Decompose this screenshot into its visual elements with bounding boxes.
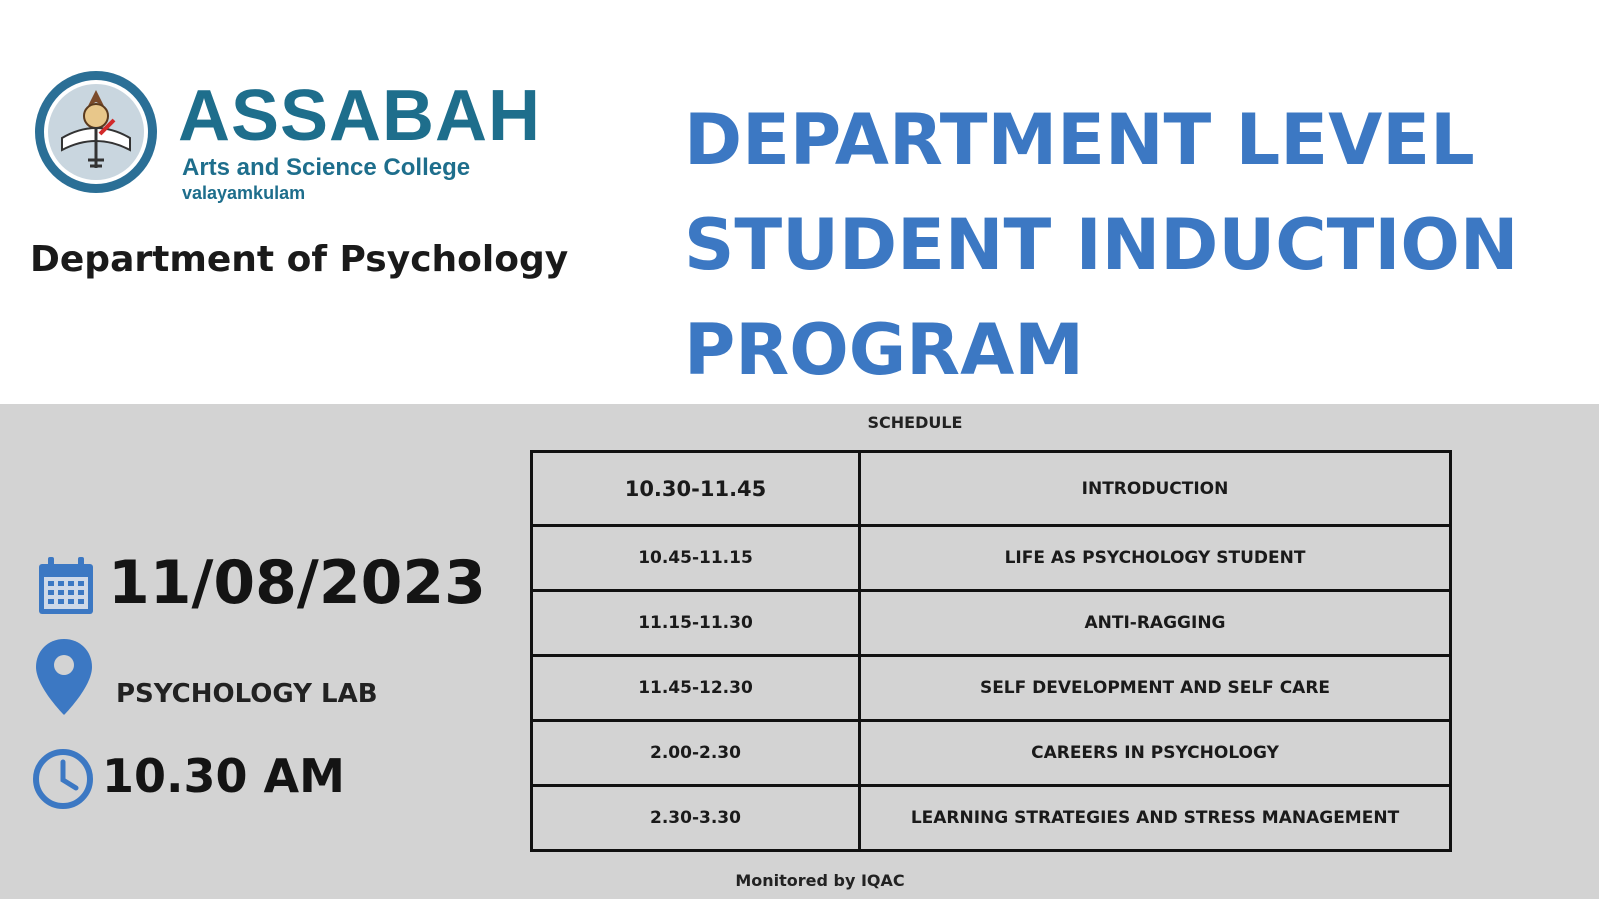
schedule-time-cell: 10.45-11.15 bbox=[532, 526, 860, 591]
schedule-activity-cell: ANTI-RAGGING bbox=[860, 591, 1451, 656]
schedule-time-cell: 10.30-11.45 bbox=[532, 452, 860, 526]
program-title bbox=[684, 88, 1584, 403]
clock-icon bbox=[32, 748, 94, 810]
event-date: 11/08/2023 bbox=[108, 548, 486, 618]
schedule-time-cell: 11.15-11.30 bbox=[532, 591, 860, 656]
schedule-activity-cell: LEARNING STRATEGIES AND STRESS MANAGEMENT bbox=[860, 786, 1451, 851]
schedule-activity-cell: INTRODUCTION bbox=[860, 452, 1451, 526]
college-logo-subtitle: Arts and Science College bbox=[182, 154, 471, 181]
schedule-activity-cell: CAREERS IN PSYCHOLOGY bbox=[860, 721, 1451, 786]
schedule-row bbox=[532, 786, 1451, 851]
header-section bbox=[0, 0, 1599, 404]
college-logo-name: ASSABAH bbox=[178, 76, 542, 156]
program-title-line: PROGRAM bbox=[684, 309, 1084, 391]
schedule-row bbox=[532, 591, 1451, 656]
department-name: Department of Psychology bbox=[30, 239, 569, 280]
event-venue: PSYCHOLOGY LAB bbox=[116, 679, 378, 709]
location-pin-icon bbox=[34, 637, 94, 717]
schedule-row bbox=[532, 526, 1451, 591]
college-logo-place: valayamkulam bbox=[182, 183, 306, 203]
college-seal-logo bbox=[30, 68, 162, 196]
schedule-row bbox=[532, 656, 1451, 721]
schedule-table bbox=[530, 450, 1452, 852]
calendar-icon bbox=[36, 555, 96, 617]
schedule-activity-cell: LIFE AS PSYCHOLOGY STUDENT bbox=[860, 526, 1451, 591]
program-title-line: DEPARTMENT LEVEL bbox=[684, 99, 1475, 181]
schedule-title: SCHEDULE bbox=[867, 413, 963, 432]
schedule-row bbox=[532, 721, 1451, 786]
footer-note: Monitored by IQAC bbox=[735, 871, 905, 890]
event-time: 10.30 AM bbox=[102, 749, 345, 803]
program-title-line: STUDENT INDUCTION bbox=[684, 204, 1519, 286]
schedule-activity-cell: SELF DEVELOPMENT AND SELF CARE bbox=[860, 656, 1451, 721]
schedule-row bbox=[532, 452, 1451, 526]
schedule-time-cell: 2.30-3.30 bbox=[532, 786, 860, 851]
schedule-time-cell: 11.45-12.30 bbox=[532, 656, 860, 721]
schedule-time-cell: 2.00-2.30 bbox=[532, 721, 860, 786]
